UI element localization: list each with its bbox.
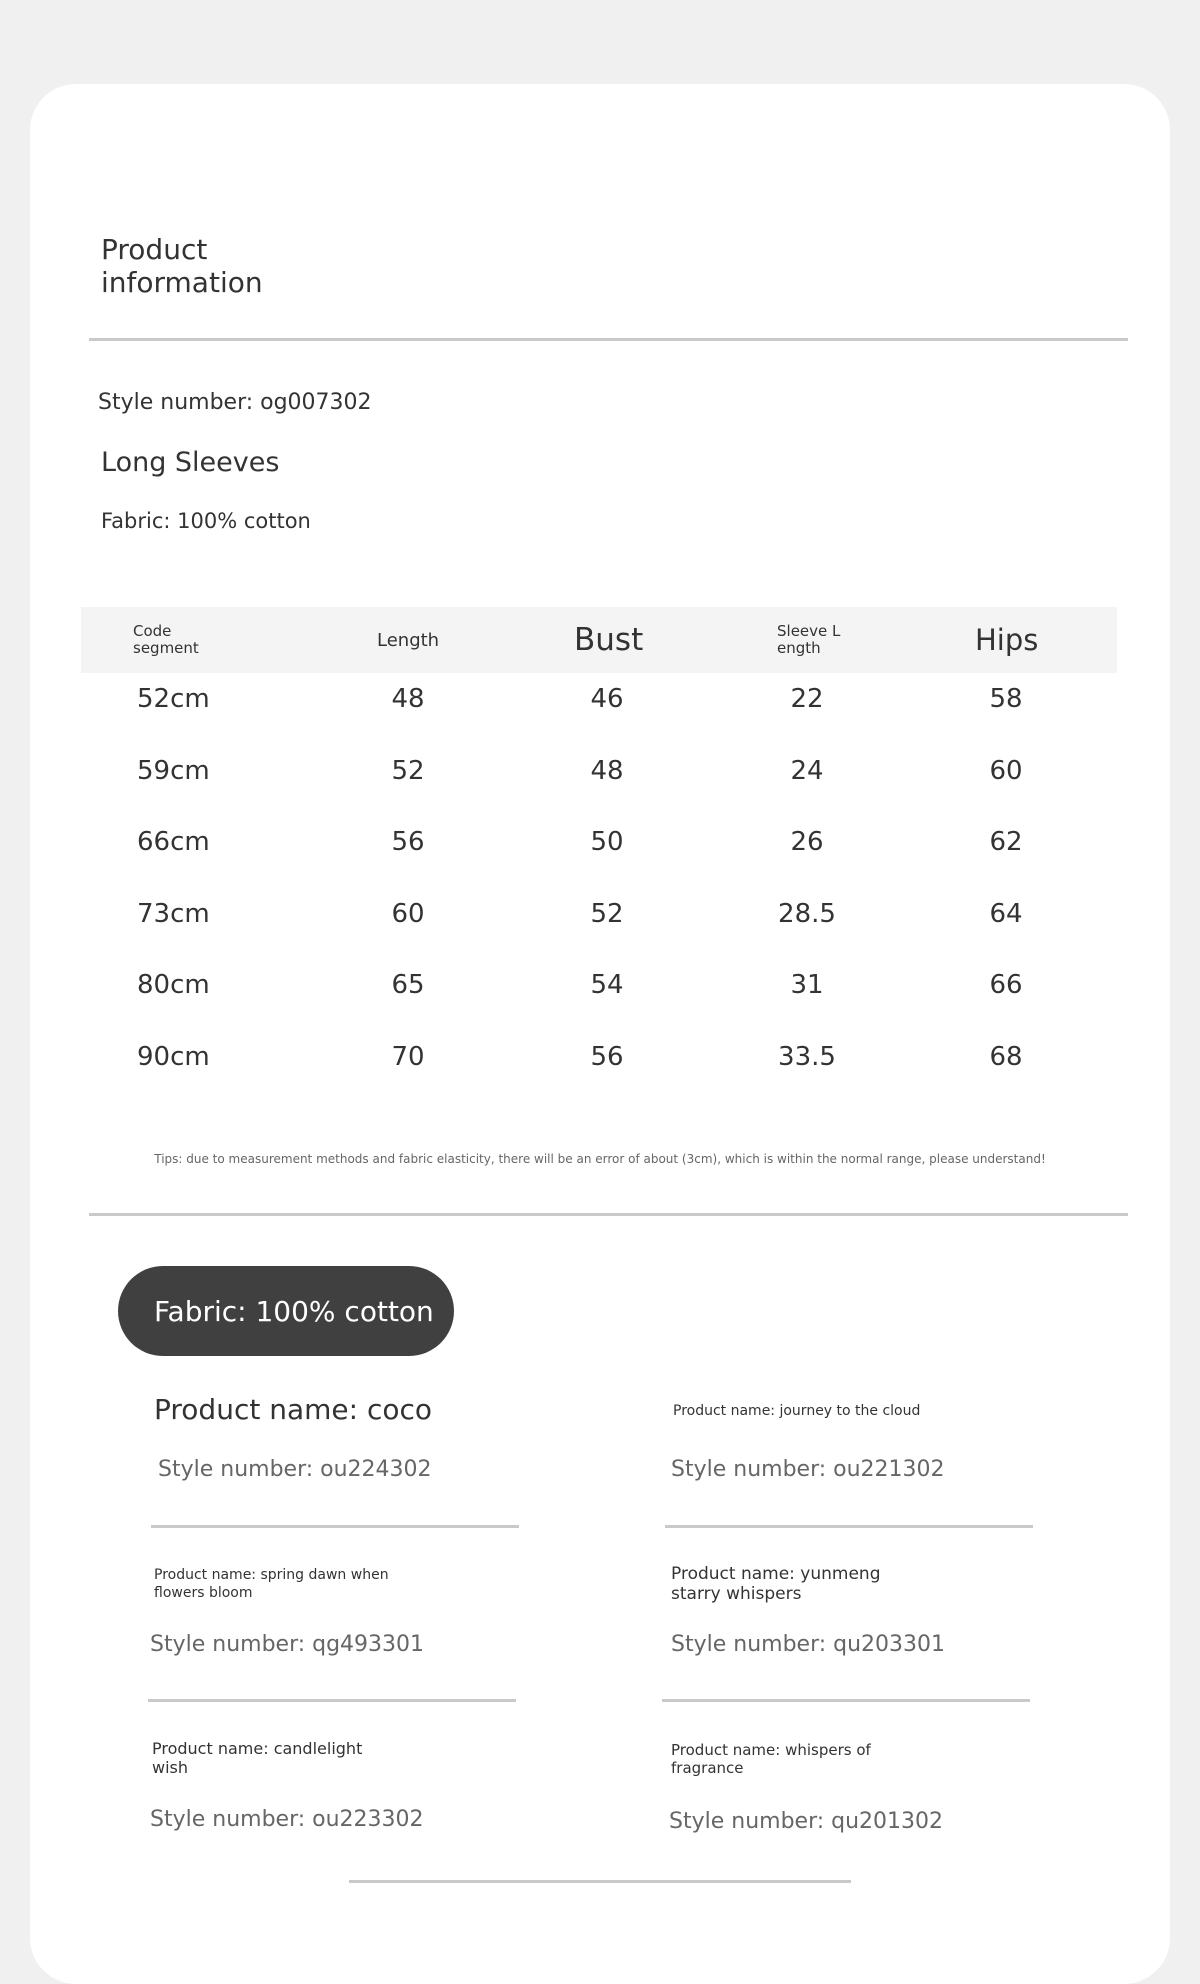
measurement-cell: 33.5 <box>778 1042 836 1072</box>
product-style-number: Style number: ou224302 <box>158 1457 432 1482</box>
divider <box>665 1525 1033 1528</box>
measurement-cell: 68 <box>989 1042 1023 1072</box>
content-card <box>30 84 1170 1984</box>
column-header-code-segment: Code segment <box>133 622 199 657</box>
measurement-cell: 46 <box>590 684 624 714</box>
divider <box>349 1880 851 1883</box>
fabric-badge <box>118 1266 454 1356</box>
size-code-cell: 80cm <box>137 970 210 1001</box>
measurement-cell: 52 <box>590 898 624 929</box>
size-code-cell: 73cm <box>137 898 210 929</box>
measurement-cell: 66 <box>989 970 1023 1001</box>
measurement-cell: 62 <box>989 827 1023 858</box>
page-title: Product information <box>101 233 263 299</box>
measurement-cell: 48 <box>590 755 624 786</box>
product-style-number: Style number: ou223302 <box>150 1807 424 1832</box>
product-name: Product name: journey to the cloud <box>673 1403 921 1419</box>
measurement-cell: 58 <box>989 684 1023 714</box>
size-code-cell: 90cm <box>137 1042 210 1072</box>
measurement-cell: 50 <box>590 827 624 858</box>
column-header-hips: Hips <box>975 623 1039 657</box>
size-table-header <box>81 607 1117 673</box>
measurement-cell: 56 <box>590 1042 624 1072</box>
measurement-cell: 28.5 <box>778 898 836 929</box>
product-name: Product name: spring dawn when flowers bloom <box>154 1567 389 1601</box>
divider <box>151 1525 519 1528</box>
measurement-cell: 60 <box>391 898 425 929</box>
sleeve-type: Long Sleeves <box>101 447 280 478</box>
measurement-cell: 54 <box>590 970 624 1001</box>
measurement-cell: 48 <box>391 684 425 714</box>
product-name: Product name: whispers of fragrance <box>671 1741 871 1777</box>
size-code-cell: 52cm <box>137 684 210 714</box>
measurement-cell: 24 <box>790 755 824 786</box>
measurement-cell: 52 <box>391 755 425 786</box>
divider <box>89 338 1128 341</box>
fabric-badge-label: Fabric: 100% cotton <box>154 1294 434 1328</box>
measurement-cell: 60 <box>989 755 1023 786</box>
measurement-cell: 70 <box>391 1042 425 1072</box>
size-code-cell: 59cm <box>137 755 210 786</box>
measurement-cell: 22 <box>790 684 824 714</box>
divider <box>148 1699 516 1702</box>
measurement-cell: 26 <box>790 827 824 858</box>
product-name: Product name: coco <box>154 1393 433 1426</box>
measurement-tips: Tips: due to measurement methods and fabric elasticity, there will be an error of about (3cm), which is within the normal range, please understand! <box>154 1152 1046 1166</box>
column-header-bust: Bust <box>574 622 644 658</box>
product-style-number: Style number: qu201302 <box>669 1809 944 1834</box>
style-number: Style number: og007302 <box>98 390 372 415</box>
product-name: Product name: yunmeng starry whispers <box>671 1564 881 1604</box>
divider <box>662 1699 1030 1702</box>
measurement-cell: 64 <box>989 898 1023 929</box>
product-style-number: Style number: ou221302 <box>671 1457 945 1482</box>
column-header-length: Length <box>377 629 440 651</box>
fabric-info: Fabric: 100% cotton <box>101 509 311 533</box>
divider <box>89 1213 1128 1216</box>
measurement-cell: 31 <box>790 970 824 1001</box>
size-code-cell: 66cm <box>137 827 210 858</box>
column-header-sleeve-length: Sleeve L ength <box>777 622 841 657</box>
measurement-cell: 65 <box>391 970 425 1001</box>
product-style-number: Style number: qu203301 <box>671 1632 946 1657</box>
measurement-cell: 56 <box>391 827 425 858</box>
product-style-number: Style number: qg493301 <box>150 1632 425 1657</box>
product-name: Product name: candlelight wish <box>152 1739 363 1777</box>
